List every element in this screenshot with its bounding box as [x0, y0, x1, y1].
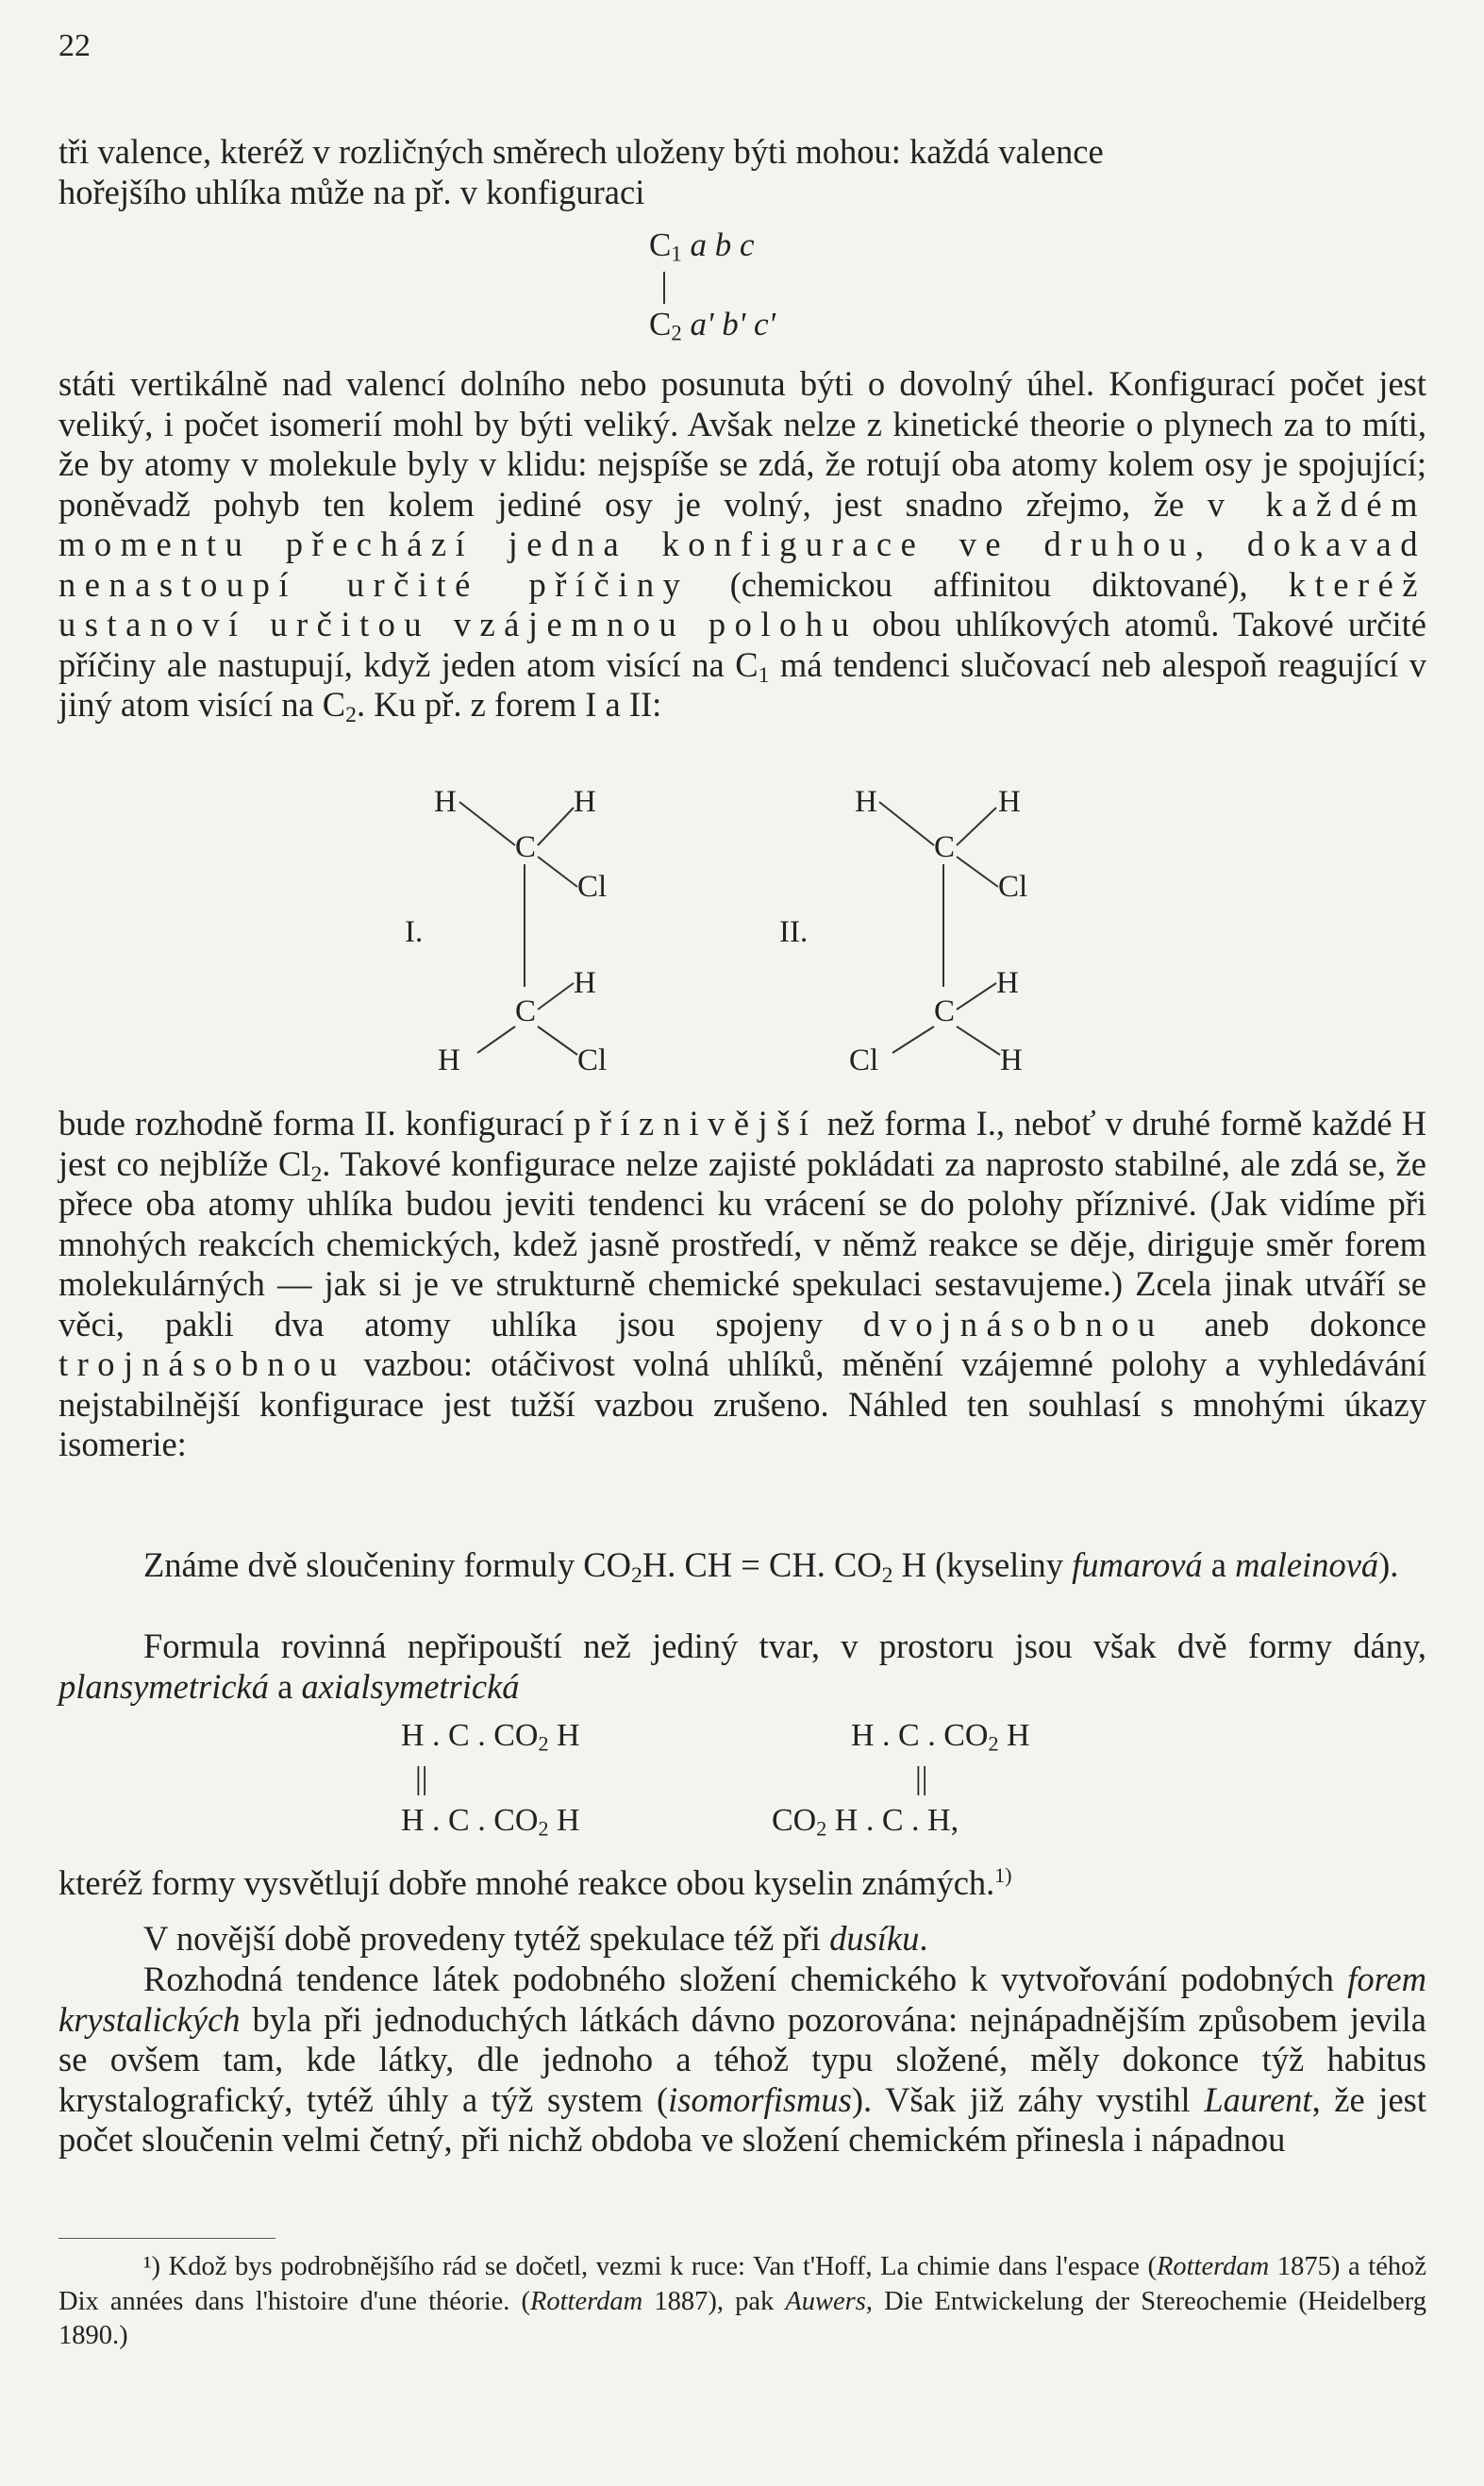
- page-number: 22: [58, 28, 91, 63]
- footnote: ¹) Kdož bys podrobnějšího rád se dočetl, vezmi k ruce: Van t'Hoff, La chimie dans l'espace (Rotterdam 1875) a téhož Dix années dans l'histoire d'une théorie. (Rotterdam 1887), pak Auwers, Die Entwickelung der Stereochemie (Heidelberg 1890.): [58, 2252, 1427, 2350]
- formula-c1-abc: $C_1$ a b c: [649, 226, 755, 266]
- atom-h: H: [855, 785, 877, 819]
- footnote-divider: [58, 2238, 275, 2239]
- footnote-reference: 1): [994, 1862, 1012, 1887]
- atom-h: H: [438, 1043, 460, 1077]
- form-label-II: II.: [779, 915, 809, 949]
- bond-line: [538, 983, 574, 1009]
- bond-line: [957, 808, 996, 845]
- bond-line: [459, 802, 515, 845]
- atom-h: H: [434, 785, 457, 819]
- bond-line: [892, 1026, 934, 1053]
- atom-h: H: [574, 966, 596, 1000]
- bond-line: [538, 808, 574, 845]
- atom-h: H: [1000, 1043, 1023, 1077]
- bond-line: [957, 983, 996, 1009]
- spaced-emphasis: příznivější: [574, 1104, 818, 1143]
- paragraph-rotation: státi vertikálně nad valencí dolního nebo posunuta býti o dovolný úhel. Konfigurací počet jest veliký, i počet isomerií mohl by býti veliký. Avšak nelze z kinetické theorie o plynech za to míti, že by atomy v molekule byly v klidu: nejspíše se zdá, že rotují oba atomy kolem osy je spojující; poněvadž pohyb ten kolem jediné osy je volný, jest snadno zřejmo, že v každém momentu přechází jedna konfigurace ve druhou, dokavad nenastoupí určité příčiny (chemickou affinitou diktované), kteréž ustanoví určitou vzájemnou polohu obou uhlíkových atomů. Takové určité příčiny ale nastupují, když jeden atom visící na $C_1$ má tendenci slučovací neb alespoň reagující v jiný atom visící na $C_2$. Ku př. z forem I a II:: [58, 364, 1427, 727]
- bond-line: [879, 802, 934, 845]
- text-line: hořejšího uhlíka může na př. v konfiguraci: [58, 172, 645, 211]
- atom-cl: Cl: [577, 870, 608, 904]
- spaced-emphasis: dvojnásobnou: [862, 1304, 1164, 1343]
- paragraph-crystal-forms: Rozhodná tendence látek podobného složení chemického k vytvořování podobných forem krystalických byla při jednoduchých látkách dávno pozorována: nejnápadnějším způsobem jevila se ovšem tam, kde látky, dle jednoho a téhož typu složené, měly dokonce týž habitus krystalografický, tytéž úhly a týž system (isomorfismus). Však již záhy vystihl Laurent, že jest počet sloučenin velmi četný, při nichž obdoba ve složení chemickém přinesla i nápadnou: [58, 1960, 1426, 2159]
- formula-axialsymmetric-top: H . C . $CO_2$ H: [851, 1718, 1030, 1756]
- double-bond: ||: [415, 1761, 428, 1796]
- bond-line: [538, 1026, 577, 1055]
- paragraph-nitrogen: V novější době provedeny tytéž spekulace též při dusíku.: [143, 1919, 928, 1958]
- single-bond-line: [663, 272, 665, 304]
- paragraph-formula-planar: Formula rovinná nepřipouští než jediný tvar, v prostoru jsou však dvě formy dány, plansymetrická a axialsymetrická: [58, 1627, 1426, 1706]
- atom-h: H: [996, 966, 1019, 1000]
- double-bond: ||: [915, 1761, 928, 1796]
- formula-plansymmetric-top: H . C . $CO_2$ H: [401, 1718, 580, 1756]
- atom-c: C: [934, 994, 956, 1028]
- spaced-emphasis: trojnásobnou: [58, 1344, 346, 1383]
- atom-cl: Cl: [998, 870, 1028, 904]
- text-line: tři valence, kteréž v rozličných směrech uloženy býti mohou: každá valence: [58, 132, 1104, 171]
- paragraph-fumaric: Známe dvě sloučeniny formuly $CO_2H$. CH = CH. $CO_2$ H (kyseliny fumarová a maleinová).: [143, 1545, 1399, 1588]
- paragraph-form-II: bude rozhodně forma II. konfigurací příznivější než forma I., neboť v druhé formě každé H jest co nejblíže $Cl_2$. Takové konfigurace nelze zajisté pokládati za naprosto stabilné, ale zdá se, že přece oba atomy uhlíka budou jeviti tendenci ku vrácení se do polohy příznivé. (Jak vidíme při mnohých reakcích chemických, kdež jasně prostředí, v němž reakce se děje, diriguje směr forem molekulárných — jak si je ve strukturně chemické spekulaci sestavujeme.) Zcela jinak utváří se věci, pakli dva atomy uhlíka jsou spojeny dvojnásobnou aneb dokonce trojnásobnou vazbou: otáčivost volná uhlíků, měnění vzájemné polohy a vyhledávání nejstabilnější konfigurace jest tužší vazbou zrušeno. Náhled ten souhlasí s mnohými úkazy isomerie:: [58, 1104, 1427, 1463]
- atom-cl: Cl: [577, 1043, 608, 1077]
- bond-line: [538, 857, 577, 887]
- formula-plansymmetric-bottom: H . C . $CO_2$ H: [401, 1803, 580, 1841]
- atom-h: H: [574, 785, 596, 819]
- bond-line: [477, 1026, 515, 1053]
- paragraph-reactions: kteréž formy vysvětlují dobře mnohé reakce obou kyselin známých.$^{1)}$: [58, 1862, 1012, 1902]
- structural-formulas: [0, 774, 1484, 1085]
- spaced-emphasis: v každém momentu přechází jedna konfigurace ve druhou, dokavad nenastoupí určité příčiny: [58, 484, 1426, 604]
- atom-c: C: [515, 830, 537, 864]
- atom-c: C: [934, 830, 956, 864]
- bond-line: [957, 857, 998, 887]
- paragraph-intro: [58, 132, 1426, 212]
- form-label-I: I.: [405, 915, 424, 949]
- bond-line: [957, 1026, 1000, 1055]
- formula-c2-abc: $C_2$ a' b' c': [649, 306, 775, 345]
- formula-axialsymmetric-bottom: $CO_2$ H . C . H,: [772, 1803, 959, 1841]
- atom-h: H: [998, 785, 1021, 819]
- spaced-emphasis: kteréž ustanoví určitou vzájemnou polohu: [58, 564, 1426, 643]
- atom-cl: Cl: [849, 1043, 879, 1077]
- atom-c: C: [515, 994, 537, 1028]
